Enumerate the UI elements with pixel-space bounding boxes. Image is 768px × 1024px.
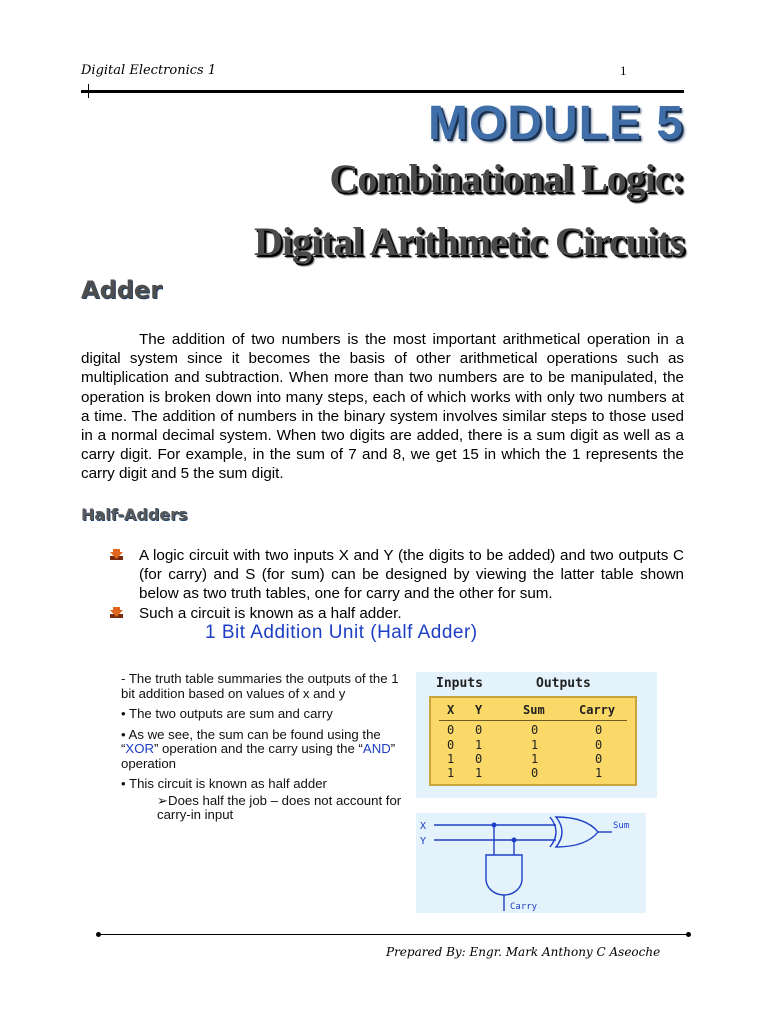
half-adder-circuit xyxy=(416,813,646,913)
bullet-text: A logic circuit with two inputs X and Y (the digits to be added) and two outputs C (for carry) and S (for sum) can be designed by viewing the latter table shown below as two truth tables, one for carry and the other for sum. xyxy=(139,547,684,603)
circuit-label-y: Y xyxy=(420,836,427,847)
slide-note: • The two outputs are sum and carry xyxy=(121,706,333,721)
circuit-diagram xyxy=(416,813,646,913)
bullet-item xyxy=(110,546,684,604)
xor-keyword: XOR xyxy=(125,741,154,756)
truth-table-cell: 1 xyxy=(595,766,603,780)
circuit-label-x: X xyxy=(420,821,427,832)
truth-table-cell: 0 xyxy=(595,738,603,752)
truth-table-header-sum: Sum xyxy=(523,703,545,717)
adder-heading: Adder xyxy=(81,276,163,304)
slide-notes xyxy=(121,672,411,829)
truth-table-separator xyxy=(439,720,627,721)
page-number: 1 xyxy=(620,63,627,78)
truth-table-cell: 1 xyxy=(447,766,455,780)
slide-note-text: ” operation xyxy=(121,741,396,771)
slide-note-text: ” operation and the carry using the “ xyxy=(153,741,363,756)
and-keyword: AND xyxy=(362,741,391,756)
truth-table-cell: 0 xyxy=(531,766,539,780)
truth-table-grid xyxy=(429,696,637,786)
slide-note: - The truth table summaries the outputs of the 1 bit addition based on values of x and y xyxy=(121,671,399,701)
truth-table-outputs-label: Outputs xyxy=(536,676,591,691)
slide-title: 1 Bit Addition Unit (Half Adder) xyxy=(205,622,478,643)
truth-table-header-carry: Carry xyxy=(579,703,616,717)
truth-table-cell: 0 xyxy=(447,723,455,737)
slide-note xyxy=(121,728,411,772)
truth-table-inputs-label: Inputs xyxy=(436,676,483,691)
header-rule-tick xyxy=(88,84,89,98)
header-rule-tick-horizontal xyxy=(84,90,93,91)
slide-note: • This circuit is known as half adder xyxy=(121,776,327,791)
truth-table-cell: 0 xyxy=(531,723,539,737)
truth-table-cell: 1 xyxy=(447,752,455,766)
footer-rule-endpoint xyxy=(96,932,101,937)
truth-table-cell: 0 xyxy=(447,738,455,752)
half-adders-heading: Half-Adders xyxy=(81,505,188,524)
circuit-label-carry: Carry xyxy=(510,902,538,912)
truth-table-header-x: X xyxy=(447,703,455,717)
arrow-bullet-icon xyxy=(110,549,123,562)
header-rule xyxy=(81,90,684,93)
truth-table-cell: 1 xyxy=(475,766,483,780)
subtitle-line-2: Digital Arithmetic Circuits xyxy=(254,219,684,264)
header-title: Digital Electronics 1 xyxy=(81,63,217,78)
truth-table-header-y: Y xyxy=(475,703,483,717)
adder-paragraph-text: The addition of two numbers is the most important arithmetical operation in a digital system since it becomes the basis of other arithmetical operations such as multiplication and subtraction. When more than two numbers are to be manipulated, the operation is broken down into many steps, each of which works with only two numbers at a time. The addition of numbers in the binary system involves similar steps to those used in a normal decimal system. When two digits are added, there is a sum digit as well as a carry digit. For example, in the sum of 7 and 8, we get 15 in which the 1 represents the carry digit and 5 the sum digit. xyxy=(81,331,684,483)
truth-table-cell: 0 xyxy=(475,723,483,737)
adder-paragraph xyxy=(81,330,684,484)
arrow-bullet-icon xyxy=(110,607,123,620)
truth-table-cell: 1 xyxy=(531,738,539,752)
slide-note-text: • As we see, the sum can be found using the “ xyxy=(121,726,381,756)
truth-table-cell: 1 xyxy=(475,738,483,752)
bullet-text: Such a circuit is known as a half adder. xyxy=(139,605,402,622)
truth-table-cell: 0 xyxy=(595,723,603,737)
truth-table-cell: 1 xyxy=(531,752,539,766)
circuit-label-sum: Sum xyxy=(613,821,630,831)
footer-rule xyxy=(98,934,688,935)
truth-table-cell: 0 xyxy=(595,752,603,766)
module-title: MODULE 5 xyxy=(427,97,684,150)
truth-table-cell: 0 xyxy=(475,752,483,766)
footer-author: Prepared By: Engr. Mark Anthony C Aseoche xyxy=(386,945,661,959)
truth-table xyxy=(416,672,657,798)
slide-subnote: ➢Does half the job – does not account for carry-in input xyxy=(157,792,402,822)
footer-rule-endpoint xyxy=(686,932,691,937)
subtitle-line-1: Combinational Logic: xyxy=(329,156,684,201)
bullet-item xyxy=(110,604,684,623)
